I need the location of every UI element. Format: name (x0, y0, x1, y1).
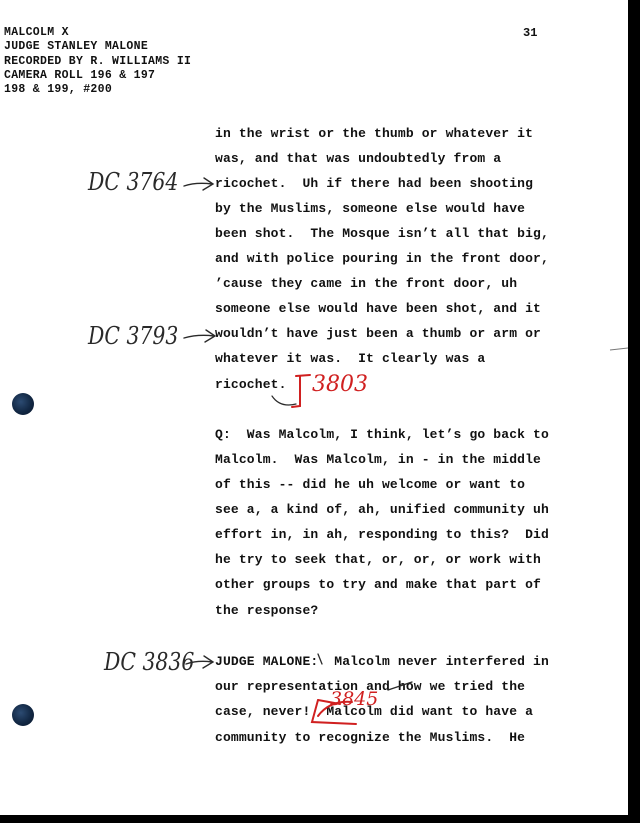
stray-mark-icon (610, 348, 628, 350)
question-line: other groups to try and make that part of (215, 577, 542, 592)
question-line: effort in, in ah, responding to this? Did (215, 527, 549, 542)
question-line: the response? (215, 603, 319, 618)
transcript-line: by the Muslims, someone else would have (215, 201, 526, 216)
transcript-line: whatever it was. It clearly was a (215, 351, 486, 366)
question-line: Q: Was Malcolm, I think, let’s go back to (215, 427, 549, 442)
header-line-sound-roll: 198 & 199, #200 (4, 83, 113, 97)
red-bracket-icon (312, 700, 356, 724)
answer-line: case, never! Malcolm did want to have a (215, 704, 534, 719)
page-number: 31 (523, 26, 538, 40)
red-edit-number: 3803 (312, 372, 368, 397)
timecode-annotation: DC 3793 (88, 322, 179, 350)
answer-line: JUDGE MALONE: Malcolm never interfered in (215, 654, 549, 669)
transcript-line: wouldn’t have just been a thumb or arm or (215, 326, 542, 341)
answer-line: community to recognize the Muslims. He (215, 730, 526, 745)
answer-line: our representation and how we tried the (215, 679, 526, 694)
question-line: of this -- did he uh welcome or want to (215, 477, 526, 492)
question-line: see a, a kind of, ah, unified community uh (215, 502, 549, 517)
header-line-camera-roll: CAMERA ROLL 196 & 197 (4, 68, 156, 82)
transcript-line: ricochet. (215, 377, 287, 392)
red-edit-number: 3845 (330, 688, 379, 710)
arrow-icon (186, 656, 213, 668)
transcript-line: been shot. The Mosque isn’t all that big, (215, 226, 549, 241)
transcript-line: in the wrist or the thumb or whatever it (215, 126, 534, 141)
question-line: Malcolm. Was Malcolm, in - in the middle (215, 452, 542, 467)
transcript-line: ricochet. Uh if there had been shooting (215, 176, 534, 191)
punch-hole-icon (12, 393, 34, 415)
arrow-icon (184, 330, 215, 342)
header-line-interviewee: JUDGE STANLEY MALONE (4, 40, 149, 54)
transcript-line: and with police pouring in the front door, (215, 251, 549, 266)
transcript-line: was, and that was undoubtedly from a (215, 151, 502, 166)
header-line-recorder: RECORDED BY R. WILLIAMS II (4, 54, 192, 68)
transcript-line: ’cause they came in the front door, uh (215, 276, 518, 291)
header-line-subject: MALCOLM X (4, 26, 69, 39)
punch-hole-icon (12, 704, 34, 726)
question-line: he try to seek that, or, or, or work with (215, 552, 542, 567)
timecode-annotation: DC 3764 (88, 168, 179, 196)
transcript-line: someone else would have been shot, and it (215, 301, 542, 316)
timecode-annotation: DC 3836 (104, 648, 195, 676)
edit-bracket-icon (272, 375, 310, 407)
arrow-icon (184, 178, 213, 190)
strike-through-icon (318, 654, 412, 690)
